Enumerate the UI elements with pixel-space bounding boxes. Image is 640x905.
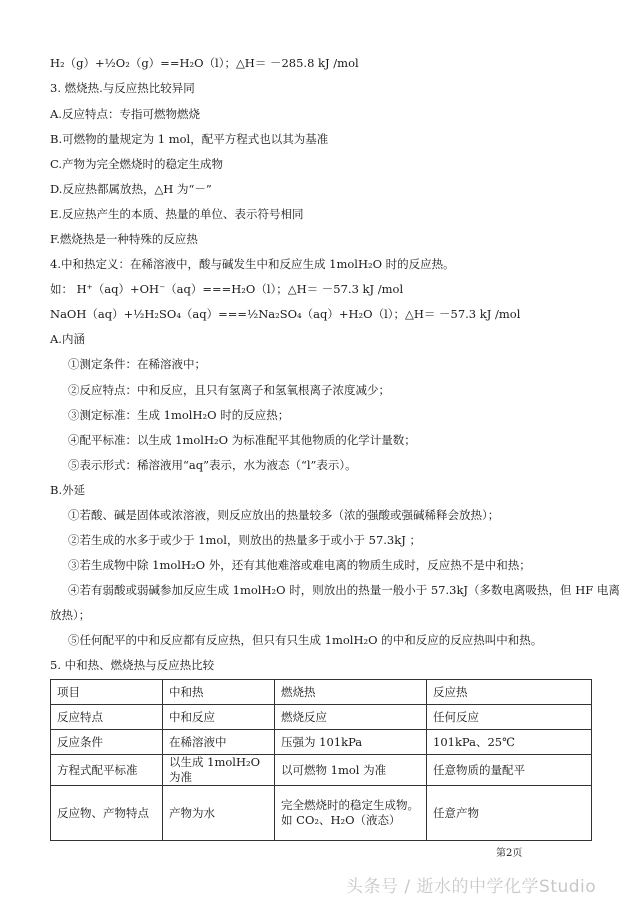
table-cell: 中和反应: [163, 705, 275, 730]
table-cell: 方程式配平标准: [51, 755, 163, 786]
extension-item-4-continued: 放热）；: [50, 608, 91, 622]
section-5-heading: 5. 中和热、燃烧热与反应热比较: [50, 658, 215, 672]
connotation-item-3: ③测定标准：生成 1molH₂O 时的反应热；: [68, 408, 290, 422]
table-row: [51, 705, 592, 730]
table-cell: 反应条件: [51, 730, 163, 755]
table-cell: 任意物质的量配平: [427, 755, 592, 786]
extension-item-3: ③若生成物中除 1molH₂O 外，还有其他难溶或难电离的物质生成时，反应热不是中和热；: [68, 558, 531, 572]
table-cell: 燃烧反应: [275, 705, 427, 730]
point-b: B.可燃物的量规定为 1 mol，配平方程式也以其为基准: [50, 132, 329, 146]
page-number: 第2页: [496, 848, 523, 859]
equation-hydrogen-combustion: H₂（g）+½O₂（g）==H₂O（l）；△H＝ －285.8 kJ /mol: [50, 56, 359, 70]
table-header-cell: 中和热: [163, 680, 275, 705]
section-3-heading: 3. 燃烧热.与反应热比较异同: [50, 81, 195, 95]
table-header-cell: 项目: [51, 680, 163, 705]
watermark: 头条号 / 逝水的中学化学Studio: [346, 877, 597, 897]
example-naoh-equation: NaOH（aq）+½H₂SO₄（aq）===½Na₂SO₄（aq）+H₂O（l）；△H＝ －57.3 kJ /mol: [50, 307, 521, 321]
table-row: [51, 730, 592, 755]
table-cell: 在稀溶液中: [163, 730, 275, 755]
table-cell: 反应特点: [51, 705, 163, 730]
extension-heading: B.外延: [50, 483, 86, 497]
table-cell: 压强为 101kPa: [275, 730, 427, 755]
point-a: A.反应特点：专指可燃物燃烧: [50, 107, 200, 121]
table-header-cell: 燃烧热: [275, 680, 427, 705]
connotation-item-4: ④配平标准：以生成 1molH₂O 为标准配平其他物质的化学计量数；: [68, 433, 416, 447]
table-cell: 任何反应: [427, 705, 592, 730]
point-d: D.反应热都属放热，△H 为“－”: [50, 182, 212, 196]
extension-item-2: ②若生成的水多于或少于 1mol，则放出的热量多于或小于 57.3kJ ；: [68, 533, 421, 547]
table-cell-line: 完全燃烧时的稳定生成物。: [281, 798, 419, 812]
point-c: C.产物为完全燃烧时的稳定生成物: [50, 157, 224, 171]
point-e: E.反应热产生的本质、热量的单位、表示符号相同: [50, 207, 304, 221]
table-cell: 反应物、产物特点: [51, 786, 163, 841]
comparison-table: [50, 679, 592, 841]
table-row: [51, 786, 592, 841]
table-cell: 任意产物: [427, 786, 592, 841]
table-cell: 101kPa、25℃: [427, 730, 592, 755]
section-4-definition: 4.中和热定义：在稀溶液中，酸与碱发生中和反应生成 1molH₂O 时的反应热。: [50, 257, 455, 271]
connotation-item-2: ②反应特点：中和反应，且只有氢离子和氢氧根离子浓度减少；: [68, 383, 390, 397]
extension-item-1: ①若酸、碱是固体或浓溶液，则反应放出的热量较多（浓的强酸或强碱稀释会放热）；: [68, 508, 500, 522]
table-cell-line: 如 CO₂、H₂O（液态）: [281, 813, 401, 827]
table-cell-multiline: [275, 786, 427, 841]
table-row: [51, 755, 592, 786]
connotation-heading: A.内涵: [50, 332, 85, 346]
table-cell: 以生成 1molH₂O 为准: [163, 755, 275, 786]
table-cell: 产物为水: [163, 786, 275, 841]
connotation-item-1: ①测定条件：在稀溶液中；: [68, 357, 206, 371]
example-ionic-equation: 如： H⁺（aq）+OH⁻（aq）===H₂O（l）；△H＝ －57.3 kJ /mol: [50, 282, 404, 296]
table-cell: 以可燃物 1mol 为准: [275, 755, 427, 786]
extension-item-4: ④若有弱酸或弱碱参加反应生成 1molH₂O 时，则放出的热量一般小于 57.3kJ（多数电离吸热，但 HF 电离: [68, 583, 620, 597]
connotation-item-5: ⑤表示形式：稀溶液用“aq”表示，水为液态（“l”表示）。: [68, 458, 357, 472]
table-header-row: [51, 680, 592, 705]
table-header-cell: 反应热: [427, 680, 592, 705]
extension-item-5: ⑤任何配平的中和反应都有反应热，但只有只生成 1molH₂O 的中和反应的反应热叫中和热。: [68, 633, 543, 647]
point-f: F.燃烧热是一种特殊的反应热: [50, 232, 198, 246]
